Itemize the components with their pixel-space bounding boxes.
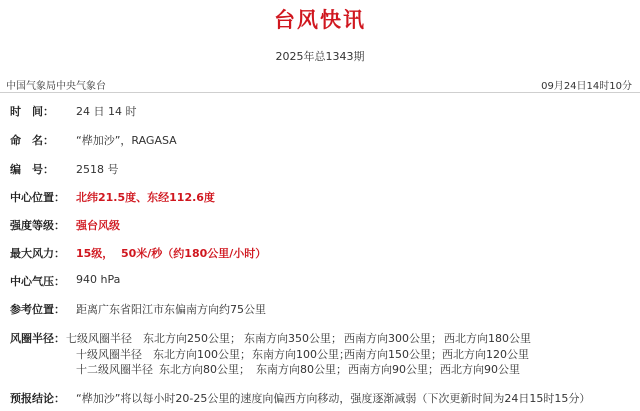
- wind-ne: 东北方向100公里；: [153, 348, 251, 361]
- field-label: 参考位置：: [10, 303, 65, 316]
- field-label: 时 间：: [10, 105, 54, 118]
- page-title: 台风快讯: [274, 8, 366, 32]
- wind-level: 七级风圈半径: [66, 332, 132, 345]
- wind-sw: 西南方向150公里；: [344, 348, 442, 361]
- wind-se: 东南方向350公里；: [244, 332, 342, 345]
- field-value: 24 日 14 时: [76, 105, 137, 118]
- wind-se: 东南方向80公里；: [256, 363, 347, 376]
- agency-name: 中国气象局中央气象台: [6, 81, 106, 92]
- wind-se: 东南方向100公里；: [252, 348, 350, 361]
- issue-number: 2025年总1343期: [275, 50, 365, 63]
- field-label: 最大风力：: [10, 247, 65, 260]
- divider: [0, 92, 640, 93]
- field-label: 中心位置：: [10, 191, 65, 204]
- publish-datetime: 09月24日14时10分: [541, 81, 632, 92]
- wind-nw: 西北方向180公里: [444, 332, 531, 345]
- field-label: 强度等级：: [10, 219, 65, 232]
- wind-level: 十二级风圈半径: [76, 363, 153, 376]
- wind-sw: 西南方向300公里；: [344, 332, 442, 345]
- field-value: 距离广东省阳江市东偏南方向约75公里: [76, 303, 266, 316]
- field-value: “桦加沙”将以每小时20-25公里的速度向偏西方向移动，强度逐渐减弱（下次更新时间为24日15时15分）: [76, 392, 591, 405]
- field-label: 中心气压：: [10, 275, 65, 288]
- field-value: “桦加沙”，RAGASA: [76, 134, 177, 147]
- field-value: 强台风级: [76, 219, 120, 232]
- wind-ne: 东北方向80公里；: [159, 363, 250, 376]
- field-label: 命 名：: [10, 134, 54, 147]
- field-value: 北纬21.5度、东经112.6度: [76, 191, 215, 204]
- field-label: 风圈半径：: [10, 332, 65, 345]
- field-value: 2518 号: [76, 163, 119, 176]
- wind-nw: 西北方向120公里: [442, 348, 529, 361]
- field-value: 15级， 50米/秒（约180公里/小时）: [76, 247, 267, 260]
- wind-level: 十级风圈半径: [76, 348, 142, 361]
- field-value: 940 hPa: [76, 273, 121, 286]
- field-label: 编 号：: [10, 163, 54, 176]
- field-label: 预报结论：: [10, 392, 65, 405]
- wind-ne: 东北方向250公里；: [143, 332, 241, 345]
- wind-sw: 西南方向90公里；: [348, 363, 439, 376]
- wind-nw: 西北方向90公里: [440, 363, 520, 376]
